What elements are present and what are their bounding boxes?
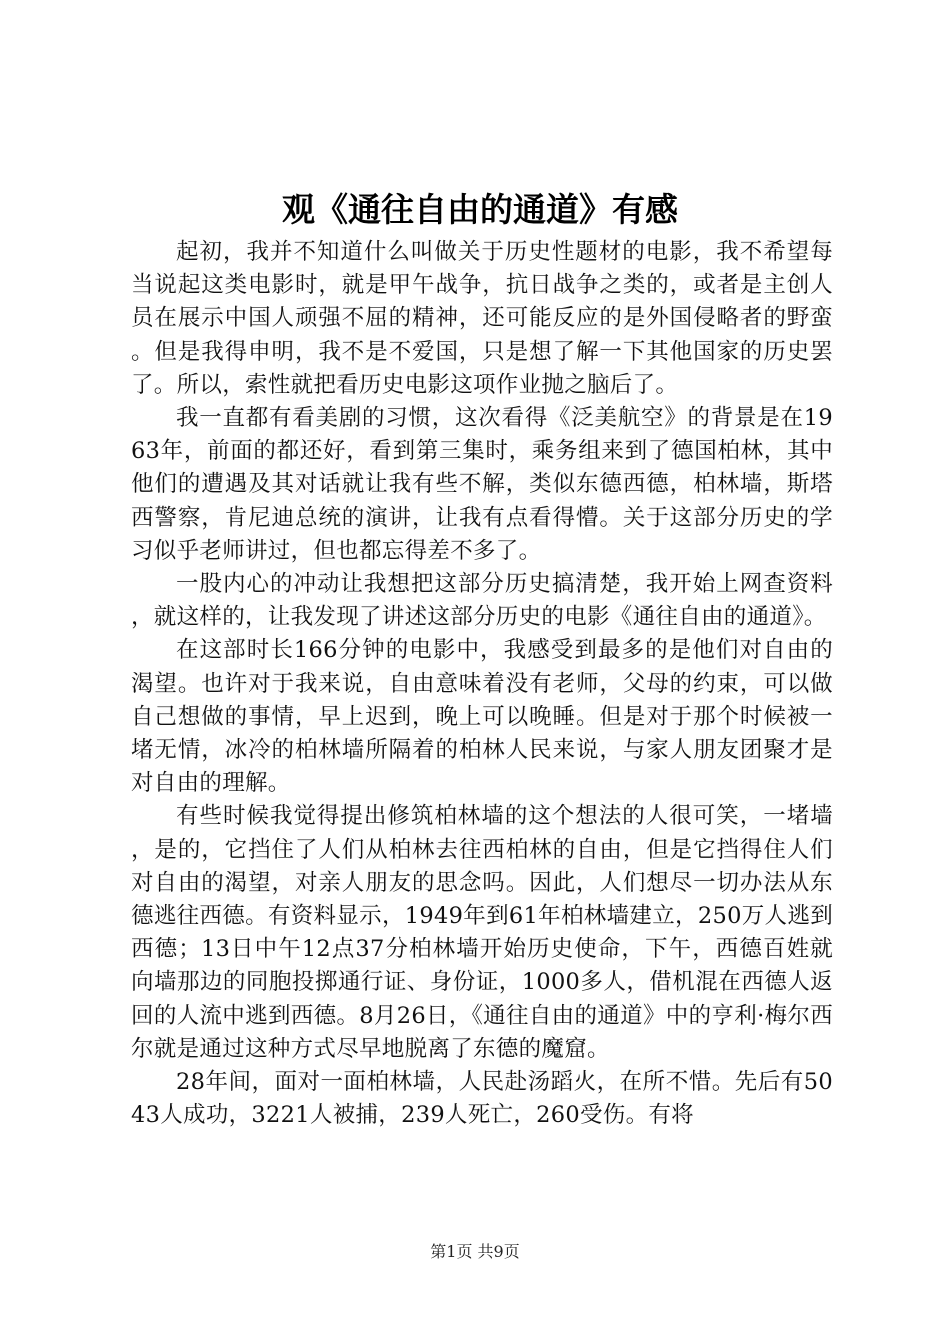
document-body xyxy=(131,236,833,1132)
paragraph-5: 有些时候我觉得提出修筑柏林墙的这个想法的人很可笑，一堵墙，是的，它挡住了人们从柏林去往西柏林的自由，但是它挡得住人们对自由的渴望，对亲人朋友的思念吗。因此，人们想尽一切办法从东德逃往西德。有资料显示，1949年到61年柏林墙建立，250万人逃到西德；13日中午12点37分柏林墙开始历史使命，下午，西德百姓就向墙那边的同胞投掷通行证、身份证，1000多人，借机混在西德人返回的人流中逃到西德。8月26日，《通往自由的通道》中的亨利·梅尔西尔就是通过这种方式尽早地脱离了东德的魔窟。 xyxy=(131,803,833,1062)
document-title: 观《通往自由的通道》有感 xyxy=(282,190,678,229)
paragraph-3: 一股内心的冲动让我想把这部分历史搞清楚，我开始上网查资料，就这样的，让我发现了讲述这部分历史的电影《通往自由的通道》。 xyxy=(131,571,833,631)
paragraph-1: 起初，我并不知道什么叫做关于历史性题材的电影，我不希望每当说起这类电影时，就是甲午战争，抗日战争之类的，或者是主创人员在展示中国人顽强不屈的精神，还可能反应的是外国侵略者的野蛮。但是我得申明，我不是不爱国，只是想了解一下其他国家的历史罢了。所以，索性就把看历史电影这项作业抛之脑后了。 xyxy=(131,239,833,398)
paragraph-4: 在这部时长166分钟的电影中，我感受到最多的是他们对自由的渴望。也许对于我来说，自由意味着没有老师，父母的约束，可以做自己想做的事情，早上迟到，晚上可以晚睡。但是对于那个时候被一堵无情，冰冷的柏林墙所隔着的柏林人民来说，与家人朋友团聚才是对自由的理解。 xyxy=(131,637,833,797)
paragraph-6: 28年间，面对一面柏林墙，人民赴汤蹈火，在所不惜。先后有5043人成功，3221人被捕，239人死亡，260受伤。有将 xyxy=(131,1069,833,1129)
paragraph-2: 我一直都有看美剧的习惯，这次看得《泛美航空》的背景是在1963年，前面的都还好，看到第三集时，乘务组来到了德国柏林，其中他们的遭遇及其对话就让我有些不解，类似东德西德，柏林墙，斯塔西警察，肯尼迪总统的演讲，让我有点看得懵。关于这部分历史的学习似乎老师讲过，但也都忘得差不多了。 xyxy=(131,405,833,564)
page-number-footer: 第1页 共9页 xyxy=(430,1242,520,1261)
